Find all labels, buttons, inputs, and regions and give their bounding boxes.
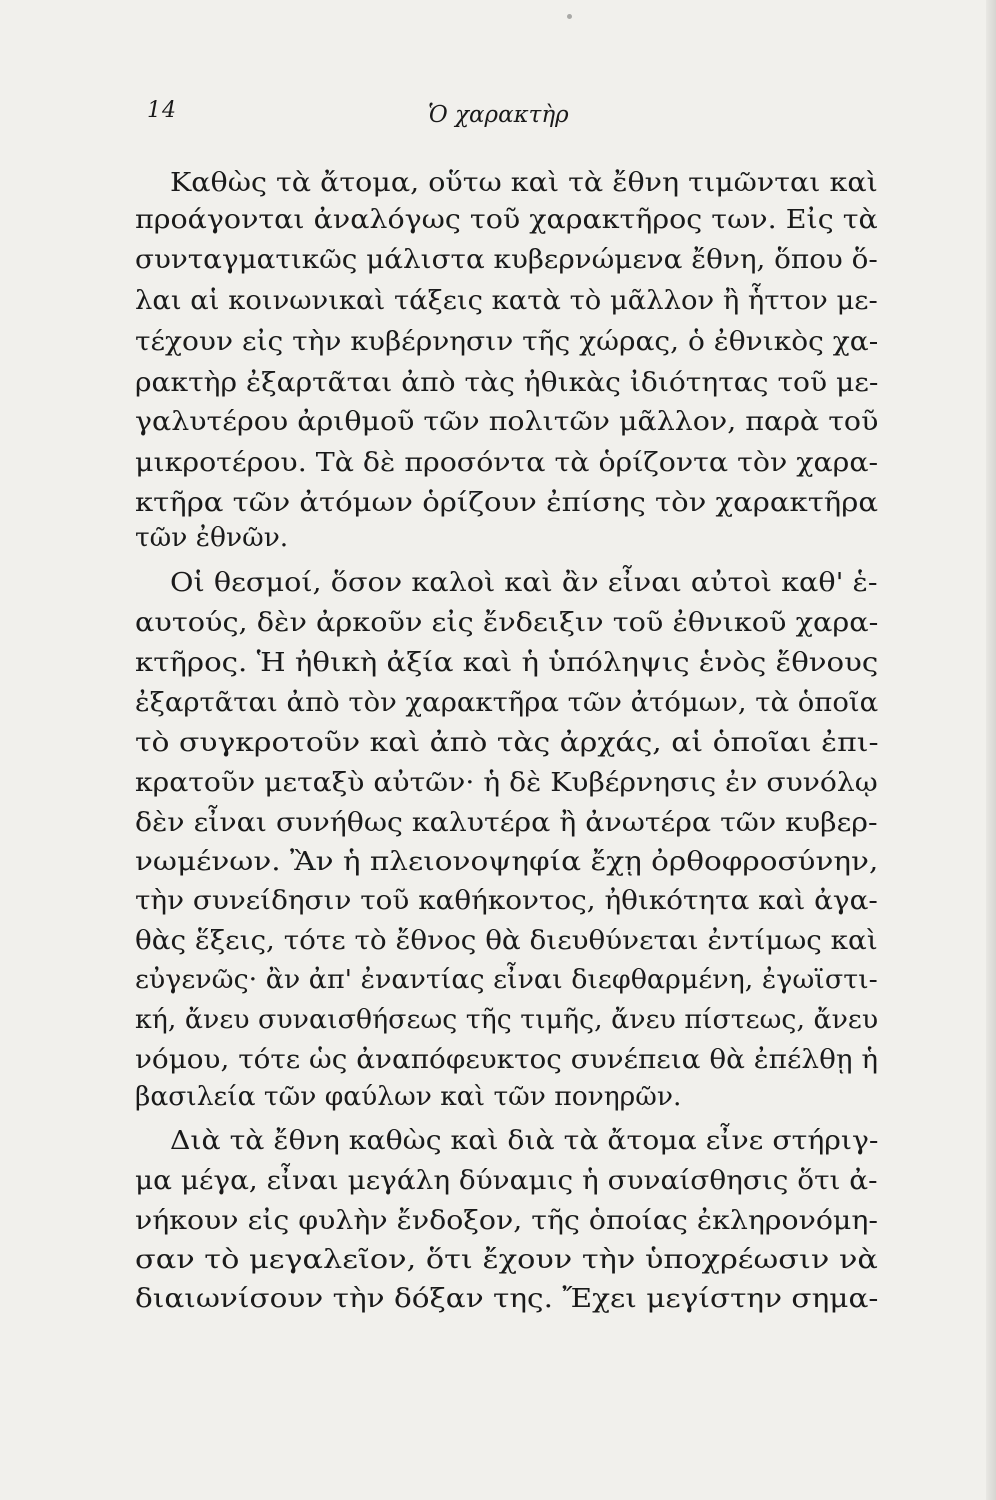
text-line: προάγονται ἀναλόγως τοῦ χαρακτῆρος των. Εἰς τὰ xyxy=(135,204,878,235)
page-edge-shadow xyxy=(986,0,996,1500)
text-line: τὸ συγκροτοῦν καὶ ἀπὸ τὰς ἀρχάς, αἱ ὁποῖαι ἐπι- xyxy=(135,727,879,758)
text-line: μικροτέρου. Τὰ δὲ προσόντα τὰ ὁρίζοντα τὸν χαρα- xyxy=(135,447,879,478)
text-line: κτῆρα τῶν ἀτόμων ὁρίζουν ἐπίσης τὸν χαρακτῆρα xyxy=(135,487,878,518)
text-line: σαν τὸ μεγαλεῖον, ὅτι ἔχουν τὴν ὑποχρέωσιν νὰ xyxy=(135,1244,878,1275)
text-line: τῶν ἐθνῶν. xyxy=(135,522,289,553)
text-line: αυτούς, δὲν ἀρκοῦν εἰς ἔνδειξιν τοῦ ἐθνικοῦ χαρα- xyxy=(135,607,879,638)
text-line: κή, ἄνευ συναισθήσεως τῆς τιμῆς, ἄνευ πίστεως, ἄνευ xyxy=(135,1004,879,1035)
text-line: διαιωνίσουν τὴν δόξαν της. Ἔχει μεγίστην σημα- xyxy=(135,1283,879,1314)
text-line: θὰς ἕξεις, τότε τὸ ἔθνος θὰ διευθύνεται ἐντίμως καὶ xyxy=(135,925,878,956)
text-line: νόμου, τότε ὡς ἀναπόφευκτος συνέπεια θὰ ἐπέλθῃ ἡ xyxy=(135,1044,879,1075)
text-line: ρακτὴρ ἐξαρτᾶται ἀπὸ τὰς ἠθικὰς ἰδιότητας τοῦ με- xyxy=(135,367,879,398)
text-line: μα μέγα, εἶναι μεγάλη δύναμις ἡ συναίσθησις ὅτι ἀ- xyxy=(135,1165,878,1196)
text-line: κρατοῦν μεταξὺ αὐτῶν· ἡ δὲ Κυβέρνησις ἐν συνόλῳ xyxy=(135,767,878,798)
text-line: νήκουν εἰς φυλὴν ἔνδοξον, τῆς ὁποίας ἐκληρονόμη- xyxy=(135,1205,878,1236)
text-line: κτῆρος. Ἡ ἠθικὴ ἀξία καὶ ἡ ὑπόληψις ἑνὸς ἔθνους xyxy=(135,647,879,678)
running-title: Ὁ χαρακτὴρ xyxy=(428,102,569,128)
text-line: ἐξαρτᾶται ἀπὸ τὸν χαρακτῆρα τῶν ἀτόμων, τὰ ὁποῖα xyxy=(135,687,879,718)
text-line: τέχουν εἰς τὴν κυβέρνησιν τῆς χώρας, ὁ ἐθνικὸς χα- xyxy=(135,326,879,357)
text-line: Καθὼς τὰ ἄτομα, οὕτω καὶ τὰ ἔθνη τιμῶνται καὶ xyxy=(170,167,878,198)
text-line: συνταγματικῶς μάλιστα κυβερνώμενα ἔθνη, ὅπου ὅ- xyxy=(135,244,878,275)
text-line: Διὰ τὰ ἔθνη καθὼς καὶ διὰ τὰ ἄτομα εἶνε στήριγ- xyxy=(170,1125,879,1156)
text-line: εὐγενῶς· ἂν ἀπ' ἐναντίας εἶναι διεφθαρμένη, ἐγωϊστι- xyxy=(135,964,878,995)
text-line: τὴν συνείδησιν τοῦ καθήκοντος, ἠθικότητα καὶ ἀγα- xyxy=(135,885,878,916)
paper-speck xyxy=(567,14,572,19)
text-line: γαλυτέρου ἀριθμοῦ τῶν πολιτῶν μᾶλλον, παρὰ τοῦ xyxy=(135,406,879,437)
text-line: βασιλεία τῶν φαύλων καὶ τῶν πονηρῶν. xyxy=(135,1081,682,1112)
text-line: λαι αἱ κοινωνικαὶ τάξεις κατὰ τὸ μᾶλλον ἢ ἧττον με- xyxy=(135,285,878,316)
text-line: Οἱ θεσμοί, ὅσον καλοὶ καὶ ἂν εἶναι αὐτοὶ καθ' ἑ- xyxy=(170,567,878,598)
text-line: δὲν εἶναι συνήθως καλυτέρα ἢ ἀνωτέρα τῶν κυβερ- xyxy=(135,807,878,838)
page-number: 14 xyxy=(147,98,177,123)
text-line: νωμένων. Ἂν ἡ πλειονοψηφία ἔχῃ ὀρθοφροσύνην, xyxy=(135,846,879,877)
